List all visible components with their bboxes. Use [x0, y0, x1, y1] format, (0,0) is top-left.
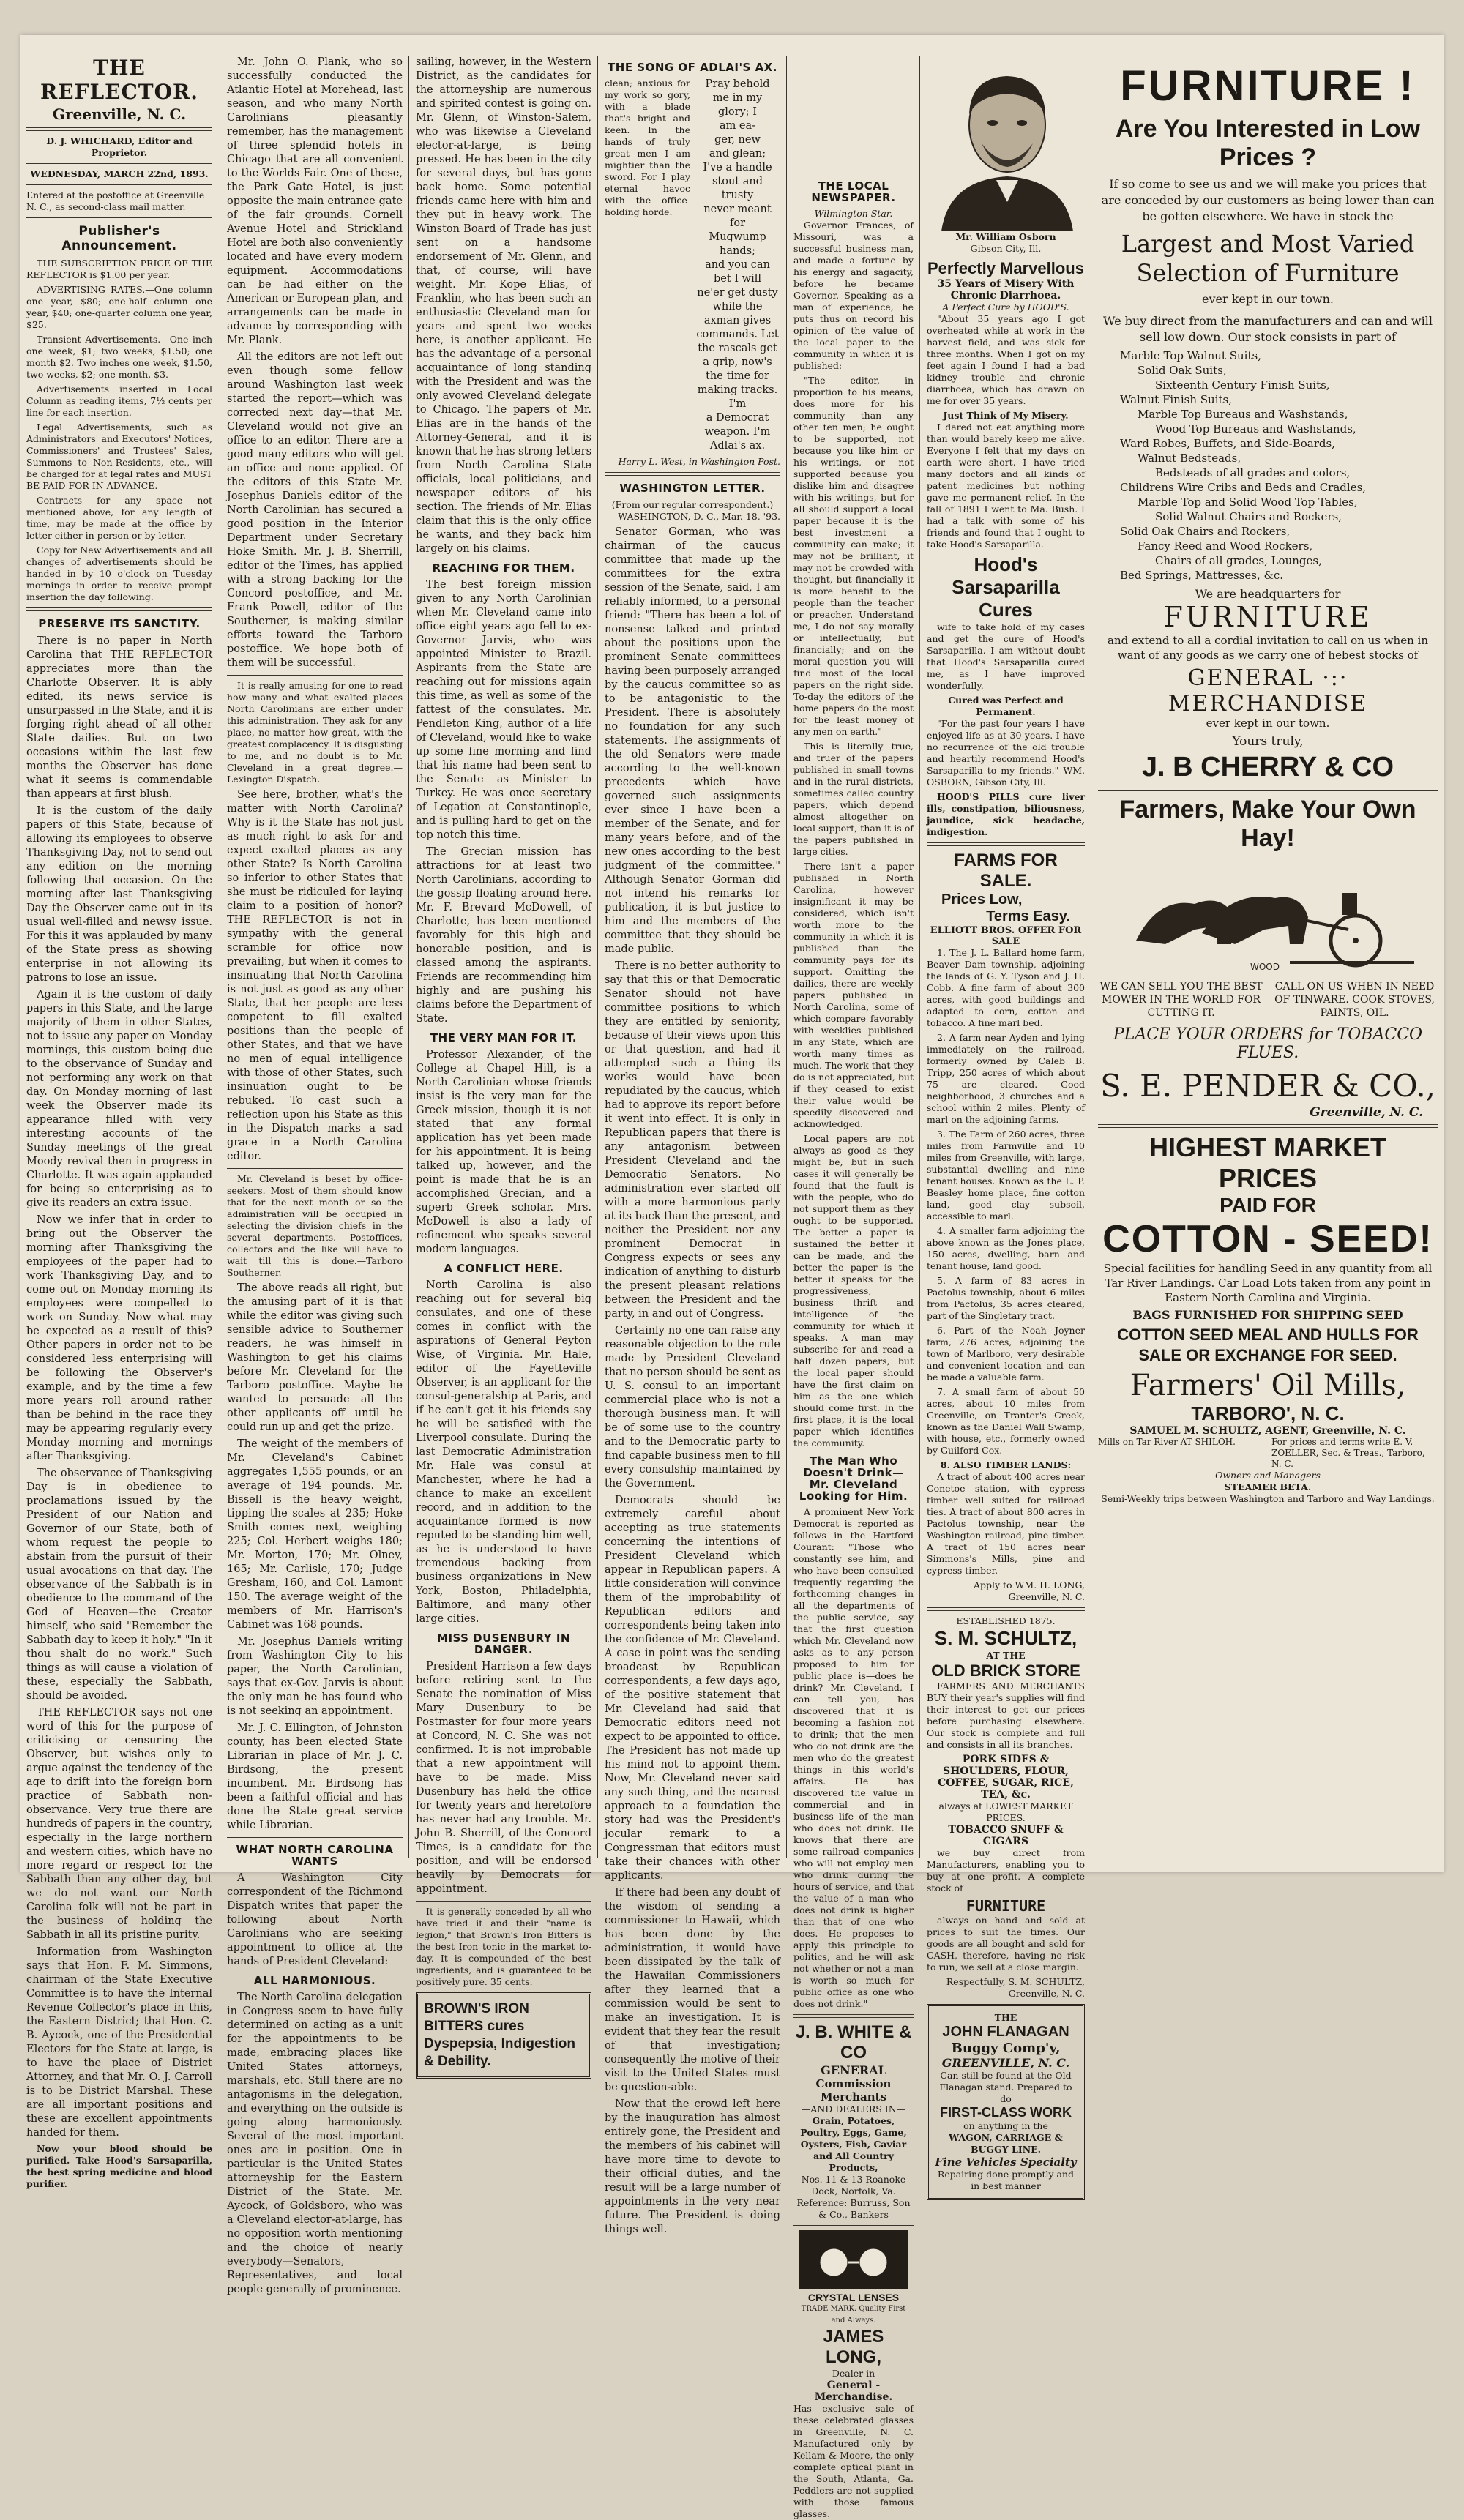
poem-line: glory; I	[718, 106, 757, 118]
ad-line: We are headquarters for	[1195, 587, 1341, 601]
ad-line: Greenville, N. C.	[1310, 1105, 1423, 1120]
list-item: Walnut Bedsteads,	[1138, 452, 1241, 465]
paragraph: There isn't a paper published in North Carolina, however insignificant it may be considered, which isn't worth more to the community in which it is published than the community pays for its support. Omitting the dailies, there are weekly papers published in North Carolina, some of which compare favorably with weeklies published in any State, which are worth many times as much. The work that they do is not appreciated, but if they ceased to exist their value would be speedily discovered and acknowledged.	[793, 861, 914, 1129]
ad-line: PLACE YOUR ORDERS for TOBACCO FLUES.	[1113, 1025, 1423, 1062]
hardware-ad-row	[1098, 980, 1438, 1020]
paragraph: "The editor, in proportion to his means, does more for his community than any other ten men; he ought to be supported, not because you like him or his writings, or not supported because you dislike him and disagree with his writings, but for all should support a local paper because it is the best investment a community can make; it may not be brilliant, it may not be crowded with thought, but financially it is more benefit to the people than the teacher or preacher. Understand me, I do not say morally or intellectually, but financially; and on the moral question you will find most of the local papers on the right side. To-day the editors of the home papers do the most for the least money of any men on earth."	[793, 375, 914, 737]
article-subheading: (From our regular correspondent.)	[611, 499, 774, 510]
ad-line: Are You Interested in Low Prices ?	[1115, 115, 1421, 171]
poem-line: Pray behold	[705, 78, 770, 90]
list-item: Childrens Wire Cribs and Beds and Cradles,	[1120, 481, 1367, 494]
ad-title: Perfectly Marvellous	[927, 259, 1084, 277]
ad-line: STEAMER BETA.	[1224, 1481, 1312, 1492]
list-item: Ward Robes, Buffets, and Side-Boards,	[1120, 437, 1335, 450]
ad-line: TOBACCO SNUFF & CIGARS	[948, 1824, 1064, 1847]
paragraph: sailing, however, in the Western District, as the candidates for the attorneyship are numerous and spirited contest is going on. Mr. Glenn, of Winston-Salem, who was likewise a Cleveland elector-at-large, is being pressed. He has been in the city for several days, but has gone back home. Some potential friends came here with him and they put in heavy work. The Winston Board of Trade has just sent on a handsome endorsement of Mr. Glenn, and that, of course, will have weight. Mr. Kope Elias, of Franklin, who has been such an enthusiastic Cleveland man for years and spent two weeks here, is another applicant. He has the advantage of a personal acquaintance of long standing with the President and was the only avowed Cleveland delegate to Chicago. The papers of Mr. Elias are in the hands of the Attorney-General, and it is known that he has strong letters from North Carolina State officials, local politicians, and newspaper editors of his section. The friends of Mr. Elias claim that this is the only office he wants, and they back him largely on his claims.	[416, 56, 592, 555]
publisher-heading: Publisher's Announcement.	[61, 224, 177, 253]
spectacles-icon	[799, 2230, 908, 2289]
ad-line: Commission Merchants	[815, 2077, 892, 2104]
ad-line: —AND DEALERS IN—	[801, 2104, 906, 2115]
paragraph: President Harrison a few days before retiring sent to the Senate the nomination of Miss Mary Dusenbury to be Postmaster for four more years at Concord, N. C. She was not confirmed. It is not improbable that a new appointment will have to be made. Miss Dusenbury has held the office for twenty years and heretofore has never had any trouble. Mr. John B. Sherrill, of the Concord Times, is a candidate for the position, and will be endorsed heavily by Democrats for appointment.	[416, 1661, 591, 1895]
paragraph: Now we infer that in order to bring out the Observer the morning after Thanksgiving the employees of the paper had to work Thanksgiving Day, and to come out on Monday morning its employees were compelled to work on Sunday. Now what may be expected as a result of this? Other papers in order not to be considered less enterprising will be following the Observer's example, and by the time a few more years roll around rather than be behind in the race they may be appearing regularly every Monday morning and mornings after Thanksgiving.	[26, 1214, 212, 1462]
highest-prices-heading: HIGHEST MARKET PRICES	[1149, 1132, 1386, 1193]
furniture-list	[1098, 348, 1438, 583]
pender-title: S. E. PENDER & CO.,	[1100, 1068, 1435, 1104]
paper-city: Greenville, N. C.	[52, 105, 187, 123]
paragraph: This is literally true, and truer of the papers published in small towns and in the rural districts, sometimes called country papers, which depend almost altogether on local support, than it is of the papers published in large cities.	[793, 741, 914, 857]
poem-line: me in my	[712, 92, 763, 104]
column-rule	[408, 56, 409, 1858]
poem-line: Mugwump hands;	[709, 231, 766, 257]
ad-line: —Dealer in—	[823, 2368, 884, 2379]
ad-line: A Perfect Cure by HOOD'S.	[942, 302, 1069, 313]
ad-line: General - Merchandise.	[814, 2379, 893, 2403]
ad-line: Grain, Potatoes, Poultry, Eggs, Game, Oysters, Fish, Caviar and All Country Products,	[800, 2115, 907, 2173]
paragraph: Democrats should be extremely careful about accepting as true statements concerning the intentions of President Cleveland which appear in Republican papers. A little consideration will convince them of the improbability of Republican editors and correspondents being taken into the confidence of Mr. Cleveland. A case in point was the sending broadcast by Republican correspondents, a few days ago, of the positive statement that Mr. Cleveland had said that Democratic editors need not expect to be appointed to office. The President has not made up his mind not to appoint them. Now, Mr. Cleveland never said any such thing, and the nearest approach to a foundation the story had was the President's jocular remark to a Congressman that editors must take their chances with other applicants.	[605, 1495, 780, 1882]
poem-line: and you can bet I will	[705, 259, 770, 285]
paragraph: It is really amusing for one to read how many and what exalted places North Carolinians are either under this administration. They ask for any place, no matter how great, with the greatest complacency. It is disgusting to me, and no doubt is to Mr. Cleveland in a great degree.—Lexington Dispatch.	[227, 680, 403, 785]
column-rule	[597, 56, 598, 1858]
list-item: Solid Walnut Chairs and Rockers,	[1155, 510, 1342, 523]
poem-line: stout and trusty	[712, 176, 763, 201]
ad-line: Apply to WM. H. LONG, Greenville, N. C.	[973, 1579, 1085, 1602]
poem-line: the time for making tracks. I'm	[697, 370, 778, 410]
poem-line: a Democrat weapon. I'm Adlai's ax.	[704, 412, 771, 452]
ad-line: Owners and Managers	[1215, 1470, 1321, 1481]
ad-line: Respectfully, S. M. SCHULTZ, Greenville, N. C.	[946, 1976, 1085, 1999]
poem-line: and glean;	[709, 148, 766, 160]
paragraph: 5. A farm of 83 acres in Pactolus township, about 6 miles from Pactolus, 35 acres cleared, part of the Singletary tract.	[927, 1275, 1085, 1321]
paragraph: If there had been any doubt of the wisdom of sending a commissioner to Hawaii, which has been done by the administration, it would have been dissipated by the talk of the Hawaiian Commissioners after they learned that a commission would be sent to make an investigation. It is evident that they fear the result of that investigation; consequently the motive of their visit to the United States must be question-able.	[605, 1887, 780, 2093]
ad-line: BAGS FURNISHED FOR SHIPPING SEED	[1132, 1308, 1403, 1322]
list-item: Fancy Reed and Wood Rockers,	[1138, 539, 1313, 553]
paragraph: There is no paper in North Carolina that THE REFLECTOR appreciates more than the Charlotte Observer. It is ably edited, its news service is unsurpassed in the State, and it is forging right ahead of all other State dailies. But on two occasions within the last few months the Observer has done what it seems is commendable than appears at first blush.	[26, 635, 212, 800]
mills-info-row	[1098, 1437, 1438, 1470]
paragraph: Mr. Cleveland is beset by office-seekers. Most of them should know that for the next month or so the administration will be occupied in selecting the division chiefs in the several departments. Postoffices, collectors and the like will have to wait till this is done.—Tarboro Southerner.	[227, 1173, 403, 1278]
paragraph: 2. A farm near Ayden and lying immediately on the railroad, formerly owned by Caleb B. Tripp, 250 acres of which about 75 are cleared. Good neighborhood, 3 churches and a school within 2 miles. Plenty of marl on the adjoining farms.	[927, 1032, 1085, 1125]
paragraph: 1. The J. L. Ballard home farm, Beaver Dam township, adjoining the lands of G. Y. Tyson and J. H. Cobb. A fine farm of about 300 acres, with good buildings and adapted to corn, cotton and tobacco. A fine marl bed.	[927, 947, 1085, 1028]
crystal-lenses-ad	[793, 2230, 914, 2520]
ad-line: Just Think of My Misery.	[943, 410, 1069, 421]
paragraph: It is generally conceded by all who have tried it and their "name is legion," that Brown's Iron Bitters is the best Iron tonic in the market to-day. It is compounded of the best ingredients, and is guaranteed to be positively pure. 35 cents.	[416, 1906, 591, 1987]
ad-line: Semi-Weekly trips between Washington and Tarboro and Way Landings.	[1101, 1493, 1435, 1504]
ad-line: Yours truly,	[1232, 734, 1304, 749]
ad-line: Can still be found at the Old Flanagan stand. Prepared to do	[939, 2070, 1072, 2104]
paragraph: There is no better authority to say that this or that Democratic Senator should not have committee positions to which they are entitled by seniority, because of their views upon this or that question, and had it attempted such a thing its works would have been repudiated by the caucus, which had to approve its report before it went into effect. It is only in Republican papers that there is any antagonism between President Cleveland and the Democratic Senators. No administration ever started off with a more harmonious party at its back than the present, and neither the President nor any prominent Democrat in Congress expects or sees any indication of anything to disturb the present pleasant relations between the President and the party, in and out of Congress.	[605, 960, 780, 1320]
ad-line: Largest and Most Varied Selection of Furniture	[1121, 230, 1415, 287]
column-6	[927, 56, 1085, 2191]
paragraph: All the editors are not left out even though some fellow around Washington last week started the report—which was corrected next day—that Mr. Cleveland would not give an office to an editor. There are a good many editors who will get an office and none applied. Of the editors of this State Mr. Josephus Daniels editor of the North Carolinian has secured a good position in the Interior Department under Secretary Hoke Smith. Mr. J. B. Sherrill, editor of the Times, has applied with a strong backing for the Concord postoffice, and Mr. Frank Powell, editor of the Southerner, is making similar efforts toward the Tarboro postoffice. We hope both of them will be successful.	[227, 351, 403, 669]
paragraph: we buy direct from Manufacturers, enabling you to buy at one profit. A complete stock of	[927, 1847, 1085, 1893]
paragraph: THE REFLECTOR says not one word of this for the purpose of criticising or censuring the Observer, but wishes only to argue against the tendency of the age to drift into the foreign born practice of Sabbath non-observance. Very true there are hundreds of papers in the country, especially in the large northern and western cities, which have no more regard or respect for the Sabbath than any other day, but we do not want our North Carolina folk will not be part in the business of holding the Sabbath in all its pristine purity.	[26, 1707, 212, 1941]
paragraph: wife to take hold of my cases and get the cure of Hood's Sarsaparilla. I am without doubt that Hood's Sarsaparilla cured me, as I have improved wonderfully.	[927, 621, 1085, 691]
article-heading: WASHINGTON LETTER.	[619, 482, 766, 495]
paragraph: Again it is the custom of daily papers in this State, and the large majority of them in other States, not to issue any paper on Monday mornings, this custom being due to the observance of Sunday and not performing any work on that day. On Monday morning of last week the Observer made its appearance filled with very interesting accounts of the Sunday meetings of the great Moody revival then in progress in Charlotte. It was again applauded for being so enterprising as to give its readers an extra issue.	[26, 989, 212, 1209]
paragraph: Local papers are not always as good as they might be, but in such cases it will generally be found that the fault is with the people, who do not support them as they ought to be supported. The better a paper is sustained the better it can be made, and the better the paper is the better it speaks for the progressiveness, business thrift and intelligence of the community for which it speaks. A man may subscribe for and read a half dozen papers, but the local paper should have the first claim on him as the one which should come first. In the first place, it is the local paper which identifies the community.	[793, 1133, 914, 1448]
ad-line: Fine Vehicles Specialty	[935, 2156, 1077, 2169]
article-heading: THE LOCAL NEWSPAPER.	[811, 179, 896, 204]
poem-line: ne'er get dusty while the	[697, 287, 778, 313]
ad-line: WE CAN SELL YOU THE BEST MOWER IN THE WORLD FOR CUTTING IT.	[1099, 981, 1263, 1019]
poem-block	[605, 78, 780, 453]
list-item: Solid Oak Chairs and Rockers,	[1120, 525, 1291, 538]
paragraph: FARMERS AND MERCHANTS BUY their year's supplies will find their interest to get our prices before purchasing elsewhere. Our stock is complete and full and consists in all its branches.	[927, 1680, 1085, 1750]
paragraph: A prominent New York Democrat is reported as follows in the Hartford Courant: "Those who constantly see him, and who have been consulted frequently regarding the forthcoming changes in all the departments of the public service, say that the first question which Mr. Cleveland now asks as to any person proposed to him for public place is—does he drink? Mr. Cleveland, I can tell you, has discovered that it is becoming a fashion not to drink; that the men who do not drink are the men who do the greatest things in this world's affairs. He has discovered the value in commercial and in business life of the man who does not drink. He knows that there are some railroad companies who will not employ men who drink during the hours of service, and that the value of a man who does not drink is higher than that of one who does. He proposes to apply this principle to politics, and he will ask not whether or not a man is worth so much for public office as one who does not drink."	[793, 1506, 914, 2009]
list-item: Marble Top Bureaus and Washstands,	[1138, 408, 1348, 421]
paragraph: Has exclusive sale of these celebrated glasses in Greenville, N. C. Manufactured only by Kellam & Moore, the only complete optical plant in the South, Atlanta, Ga. Peddlers are not supplied with those famous glasses.	[793, 2403, 914, 2519]
paragraph: Legal Advertisements, such as Administrators' and Executors' Notices, Commissioners' and Trustees' Sales, Summons to Non-Residents, etc., will be charged for at legal rates and MUST BE PAID FOR IN ADVANCE.	[26, 422, 212, 491]
paragraph: and extend to all a cordial invitation to call on us when in want of any goods as we carry one of hebest stocks of	[1108, 634, 1428, 662]
jb-white-ad	[793, 2022, 914, 2221]
ad-line: Repairing done promptly and in best manner	[937, 2169, 1075, 2191]
masthead	[26, 56, 212, 213]
poem-line: never meant for	[703, 203, 772, 229]
column-rule	[919, 56, 920, 1858]
column-4	[605, 56, 780, 2235]
paper-name: THE REFLECTOR.	[40, 56, 199, 104]
paragraph: Mr. J. C. Ellington, of Johnston county, has been elected State Librarian in place of Mr. J. C. Birdsong, the present incumbent. Mr. Birdsong has been a faithful official and has done the State great service while Librarian.	[227, 1722, 403, 1831]
mower-label: WOOD	[1250, 962, 1280, 972]
paragraph: Special facilities for handling Seed in any quantity from all Tar River Landings. Car Load Lots taken from any point in Eastern North Carolina and Virginia.	[1103, 1262, 1433, 1304]
ad-line: Terms Easy.	[986, 908, 1070, 924]
article-heading: PRESERVE ITS SANCTITY.	[38, 617, 201, 630]
paragraph: Contracts for any space not mentioned above, for any length of time, may be made at the office by letter either in person or by letter.	[26, 495, 212, 541]
paragraph: The observance of Thanksgiving Day is in obedience to proclamations issued by the President of our Nation and Governor of our State, both of whom request the people to abstain from the pursuit of their usual avocations on that day. The observance of the Sabbath is in obedience to the command of the God of Heaven—the Creator himself, who said "Remember the Sabbath day to keep it holy." "In it thou shalt do no work." Such things as will cause a violation of these, especially the Sabbath, should be avoided.	[26, 1467, 212, 1702]
paragraph: 6. Part of the Noah Joyner farm, 276 acres, adjoining the town of Marlboro, very desirable and convenient location and can be made a valuable farm.	[927, 1325, 1085, 1383]
column-7	[1098, 56, 1438, 1858]
ad-title: OLD BRICK STORE	[931, 1661, 1080, 1680]
paragraph: The weight of the members of Mr. Cleveland's Cabinet aggregates 1,555 pounds, or an average of 194 pounds. Mr. Bissell is the heavy weight, tipping the scales at 235; Hoke Smith comes next, weighing 225; Col. Herbert weighs 180; Mr. Morton, 170; Mr. Olney, 165; Mr. Carlisle, 170; Judge Gresham, 160, and Col. Lamont 150. The average weight of the members of Mr. Harrison's Cabinet was 168 pounds.	[227, 1438, 403, 1631]
subheading: MISS DUSENBURY IN DANGER.	[437, 1631, 570, 1656]
paragraph: We buy direct from the manufacturers and can and will sell low down. Our stock consists in part of	[1103, 314, 1433, 344]
ad-title: FURNITURE	[966, 1897, 1046, 1915]
ad-title: GENERAL ·:· MERCHANDISE	[1168, 665, 1368, 717]
paragraph: Now that the crowd left here by the inauguration has almost entirely gone, the President and the members of his cabinet will have more time to devote to their official duties, and the result will be a large number of appointments in the very near future. The President is doing things well.	[605, 2098, 780, 2235]
paragraph: I dared not eat anything more than would barely keep me alive. Everyone I felt that my days on earth were short. I have tried many doctors and all kinds of patent medicines but nothing gave me permanent relief. In the fall of 1891 I went to Ma. Bush. I had a talk with some of his friends and found that I ought to take Hood's Sarsaparilla.	[927, 422, 1085, 550]
mower-illustration	[1107, 853, 1429, 977]
ad-line: CRYSTAL LENSES	[807, 2292, 900, 2303]
paragraph: The above reads all right, but the amusing part of it is that while the editor was giving such sensible advice to Southerner readers, he was himself in Washington to get his claims before Mr. Cleveland for the Tarboro postoffice. Maybe he wanted to persuade all the other applicants off until he could run up and get the prize.	[227, 1282, 403, 1433]
article-subheading: Wilmington Star.	[814, 208, 893, 219]
oil-mills-title: Farmers' Oil Mills,	[1129, 1369, 1406, 1402]
poem-credit: Harry L. West, in Washington Post.	[618, 456, 780, 467]
paragraph: A Washington City correspondent of the Richmond Dispatch writes that paper the following about North Carolinians who are seeking appointment to office at the hands of President Cleveland:	[227, 1872, 403, 1967]
ad-line: Mills on Tar River AT SHILOH.	[1098, 1437, 1236, 1447]
paragraph: Copy for New Advertisements and all changes of advertisements should be handed in by 10 o'clock on Tuesday mornings in order to receive prompt insertion the day following.	[26, 545, 212, 602]
column-3	[416, 56, 592, 2069]
article-heading: WHAT NORTH CAROLINA WANTS	[236, 1843, 394, 1868]
poem-line: the rascals get a grip, now's	[698, 343, 777, 368]
ad-line: TRADE MARK. Quality First and Always.	[801, 2305, 906, 2325]
poem-heading: THE SONG OF ADLAI'S AX.	[608, 61, 777, 74]
ad-line: CALL ON US WHEN IN NEED OF TINWARE. COOK STOVES, PAINTS, OIL.	[1274, 981, 1435, 1019]
brown-iron-bitters-ad: BROWN'S IRON BITTERS cures Dyspepsia, Indigestion & Debility.	[416, 1992, 591, 2079]
paragraph: always on hand and sold at prices to suit the times. Our goods are all bought and sold for CASH, therefore, having no risk to run, we sell at a close margin.	[927, 1915, 1085, 1973]
paragraph: THE SUBSCRIPTION PRICE OF THE REFLECTOR is $1.00 per year.	[26, 258, 212, 280]
ad-line: ELLIOTT BROS. OFFER FOR SALE	[930, 925, 1082, 947]
ad-line: Prices Low,	[941, 891, 1023, 908]
newspaper-page	[20, 35, 1444, 2519]
column-1	[26, 56, 212, 2189]
hay-heading: Farmers, Make Your Own Hay!	[1119, 796, 1416, 852]
ad-line: Reference: Burruss, Son & Co., Bankers	[796, 2197, 911, 2220]
hoods-title: Hood's Sarsaparilla Cures	[952, 553, 1060, 621]
subheading: THE VERY MAN FOR IT.	[430, 1031, 578, 1044]
issue-date: WEDNESDAY, MARCH 22nd, 1893.	[30, 168, 209, 179]
ad-line: PAID FOR	[1220, 1194, 1316, 1216]
article-heading: The Man Who Doesn't Drink—Mr. Cleveland Looking for Him.	[799, 1454, 908, 1503]
cherry-title: J. B CHERRY & CO	[1141, 752, 1394, 782]
ad-line: 35 Years of Misery With Chronic Diarrhoea.	[937, 278, 1075, 302]
paragraph: The Grecian mission has attractions for at least two North Carolinians, according to the gossip floating around here. Mr. F. Brevard McDowell, of Charlotte, has been mentioned favorably for this high and honorable position, and is classed among the aspirants. Friends are recommending him highly and are pushing his claims before the Department of State.	[416, 846, 591, 1025]
poem-line: ger, new	[714, 134, 761, 146]
poem-line: I've a handle	[703, 162, 772, 173]
paragraph: "About 35 years ago I got overheated while at work in the harvest field, and was sick for three months. When I got on my feet again I found I had a bad kidney trouble and chronic diarrhoea, which has drawn on me for over 35 years.	[927, 313, 1085, 406]
list-item: Wood Top Bureaus and Washstands,	[1155, 422, 1356, 435]
list-item: Bed Springs, Mattresses, &c.	[1120, 569, 1284, 582]
ad-line: always at LOWEST MARKET PRICES.	[938, 1801, 1073, 1823]
portrait-caption: Mr. William Osborn	[955, 231, 1056, 242]
paragraph: The best foreign mission given to any North Carolinian when Mr. Cleveland came into office eight years ago fell to ex-Governor Jarvis, who was appointed Minister to Brazil. Aspirants from the State are reaching out for missions again this time, as well as some of the fattest of the consulates. Mr. Pendleton King, author of a life of Cleveland, would like to wake up some fine morning and find that his name had been sent to the Senate as Minister to Turkey. He was once secretary of Legation at Constantinople, and is pulling hard to get on the top notch this time.	[416, 579, 591, 841]
poem-lines	[695, 78, 780, 453]
editor-line: D. J. WHICHARD, Editor and Proprietor.	[46, 135, 193, 158]
paragraph: A tract of about 400 acres near Conetoe station, with cypress timber well suited for railroad ties. A tract of about 800 acres in Pactolus township, near the Washington railroad, pine timber. A tract of 150 acres near Simmons's Mills, pine and cypress timber.	[927, 1471, 1085, 1576]
paragraph: Senator Gorman, who was chairman of the caucus committee that made up the committees for the extra session of the Senate, said, I am reliably informed, to a personal friend: "There has been a lot of nonsense talked and printed about the positions upon the prominent Senate committees having been purposely arranged by the caucus committee so as to be antagonistic to the President. There is absolutely no foundation for any such statements. The assignments of the old Senators were made according to the well-known precedents which have governed such assignments ever since I have been a member of the Senate, and for many years before, and of the new ones according to the best judgment of the committee." Although Senator Gorman did not intend his remarks for publication, it is but justice to him and the members of the committee that they should be made public.	[605, 526, 780, 955]
ad-line: ever kept in our town.	[1206, 717, 1330, 730]
postoffice-note: Entered at the postoffice at Greenville N. C., as second-class mail matter.	[26, 190, 205, 212]
poem-line: axman gives commands. Let	[696, 315, 779, 340]
paragraph: Certainly no one can raise any reasonable objection to the rule made by President Cleveland that no person should be sent as U. S. consul to an important commercial place who is not a thorough business man. It will be of some use to the country and to the Democratic party to find capable business men to fill every consulship maintained by the Government.	[605, 1325, 780, 1489]
ad-line: For prices and terms write E. V. ZOELLER, Sec. & Treas., Tarboro, N. C.	[1271, 1437, 1425, 1469]
ad-line: ESTABLISHED 1875.	[956, 1615, 1056, 1626]
paragraph: North Carolina is also reaching out for several big consulates, and one of these comes in conflict with the aspirations of General Peyton Wise, of Virginia. Mr. Hale, editor of the Fayetteville Observer, is an applicant for the consul-generalship at Paris, and if he can't get it his friends say he will be satisfied with the Liverpool consulate. During the last Democratic Administration Mr. Hale was consul at Manchester, where he had a chance to make an excellent record, and in addition to the acquaintance formed is now reputed to be standing him well, as he is understood to have tremendous backing from business organizations in New York, Boston, Philadelphia, Baltimore, and many other large cities.	[416, 1279, 591, 1625]
list-item: Bedsteads of all grades and colors,	[1155, 466, 1351, 479]
list-item: Walnut Finish Suits,	[1120, 393, 1232, 406]
paragraph: Information from Washington says that Hon. F. M. Simmons, chairman of the State Executive Committee is to have the Internal Revenue Collector's place in this, the Eastern District; that Hon. C. B. Aycock, one of the Presidential Electors for the State at large, is to have the place of District Attorney, and that Mr. O. J. Carroll is to be District Marshal. These are all important positions and these are excellent appointments handed for them.	[26, 1946, 212, 2139]
portrait-city: Gibson City, Ill.	[970, 243, 1042, 254]
column-5	[793, 56, 914, 2519]
paragraph: 7. A small farm of about 50 acres, about 10 miles from Greenville, on Tranter's Creek, known as the Daniel Wall Swamp, with house, etc., formerly owned by Guilford Cox.	[927, 1386, 1085, 1456]
subheading: A CONFLICT HERE.	[444, 1262, 564, 1275]
paragraph: Transient Advertisements.—One inch one week, $1; two weeks, $1.50; one month $2. Two inches one week, $1.50, two weeks, $2; one month, $3.	[26, 334, 212, 380]
subheading: REACHING FOR THEM.	[432, 561, 575, 575]
ad-line: GREENVILLE, N. C.	[941, 2056, 1070, 2070]
ad-line: GENERAL	[821, 2063, 886, 2077]
list-item: Marble Top and Solid Wood Top Tables,	[1138, 496, 1358, 509]
column-rule	[786, 56, 787, 1858]
ad-title: JOHN FLANAGAN	[942, 2024, 1069, 2040]
ad-line: WAGON, CARRIAGE & BUGGY LINE.	[949, 2132, 1063, 2155]
paragraph: "For the past four years I have enjoyed life as at 30 years. I have no recurrence of the old trouble and heartily recommend Hood's Sarsaparilla to my friends." WM. OSBORN, Gibson City, Ill.	[927, 718, 1085, 788]
paragraph: ADVERTISING RATES.—One column one year, $80; one-half column one year, $40; one-quarter column one year, $25.	[26, 284, 212, 330]
ad-line: AT THE	[986, 1650, 1026, 1661]
paragraph: It is the custom of the daily papers of this State, because of allowing its employees to observe Thanksgiving Day, not to send out any edition on the morning following that occasion. On the morning after last Thanksgiving Day the Observer came out in its usual well-filled and newsy issue. For this it was applauded by many of the State press as showing enterprise in not allowing its patrons to lose an issue.	[26, 805, 212, 984]
ad-title: S. M. SCHULTZ,	[934, 1627, 1078, 1649]
ad-line: PORK SIDES & SHOULDERS, FLOUR, COFFEE, SUGAR, RICE, TEA, &c.	[938, 1754, 1074, 1801]
column-2	[227, 56, 403, 2295]
paragraph: Mr. John O. Plank, who so successfully conducted the Atlantic Hotel at Morehead, last season, and who many North Carolinians pleasantly remember, has the management of three splendid hotels in Chicago that are all convenient to the Worlds Fair. One of these, the Park Gate Hotel, is just opposite the main entrance gate of the fair grounds. Cornell Avenue Hotel and Strickland Hotel are both also conveniently located and have every modern equipment. Accommodations can be had either on the American or European plan, and arrangements can be made in advance by corresponding with Mr. Plank.	[227, 56, 403, 346]
paragraph: 4. A smaller farm adjoining the above known as the Jones place, 150 acres, dwelling, barn and tenant house, land good.	[927, 1225, 1085, 1271]
portrait-engraving	[927, 56, 1088, 231]
ad-line: THE	[994, 2012, 1017, 2023]
ad-line: 8. ALSO TIMBER LANDS:	[940, 1459, 1072, 1470]
dateline: WASHINGTON, D. C., Mar. 18, '93.	[618, 511, 780, 522]
paragraph: Now your blood should be purified. Take Hood's Sarsaparilla, the best spring medicine and blood purifier.	[26, 2143, 212, 2189]
ad-line: SAMUEL M. SCHULTZ, AGENT, Greenville, N. C.	[1129, 1425, 1406, 1437]
paragraph: The North Carolina delegation in Congress seem to have fully determined on acting as a unit for the appointments to be made, embracing places like United States attorneys, marshals, etc. Still there are no antagonisms in the delegation, and everything on the outside is going along harmoniously. Several of the most important ones are in position. One in particular is the United States attorneyship for the Eastern District of the State. Mr. Aycock, of Goldsboro, who was a Cleveland elector-at-large, has no opposition worth mentioning and the choice of nearly everybody—Senators, Representatives, and local people generally of prominence.	[227, 1992, 403, 2295]
paragraph: Advertisements inserted in Local Column as reading items, 7½ cents per line for each insertion.	[26, 384, 212, 418]
ad-line: Buggy Comp'y,	[951, 2041, 1061, 2056]
flanagan-buggy-ad	[927, 2004, 1085, 2200]
farms-heading: FARMS FOR SALE.	[954, 850, 1058, 891]
furniture-heading: FURNITURE !	[1120, 62, 1416, 110]
list-item: Sixteenth Century Finish Suits,	[1155, 378, 1330, 392]
ad-line: TARBORO', N. C.	[1191, 1402, 1345, 1424]
poem-line: am ea-	[719, 120, 756, 132]
cotton-seed-heading: COTTON - SEED!	[1102, 1218, 1433, 1260]
paragraph: Professor Alexander, of the College at Chapel Hill, is a North Carolinian whose friends insist is the very man for the Greek mission, though it is not stated that any formal application has yet been made for his appointment. It is being talked up, however, and the point is made that he is an accomplished Grecian, and a superb Greek scholar. Mrs. McDowell is also a lady of refinement who speaks several modern languages.	[416, 1049, 591, 1255]
paragraph: 3. The Farm of 260 acres, three miles from Farmville and 10 miles from Greenville, with large, substantial dwelling and nine tenant houses. Known as the L. P. Beasley home place, fine cotton land, good clay subsoil, accessible to marl.	[927, 1129, 1085, 1222]
poem-prose: clean; anxious for my work so gory, with a blade that's bright and keen. In the hands of truly great men I am mightier than the sword. For I play eternal havoc with the office-holding horde.	[605, 78, 690, 217]
paragraph: Governor Frances, of Missouri, was a successful business man, and made a fortune by his energy and sagacity, before he became Governor. Speaking as a man of experience, he puts thus on record his opinion of the value of the local paper to the community in which it is published:	[793, 220, 914, 371]
paragraph: Mr. Josephus Daniels writing from Washington City to his paper, the North Carolinian, says that ex-Gov. Jarvis is about the only man he has found who is not seeking an appointment.	[227, 1636, 403, 1717]
ad-line: Nos. 11 & 13 Roanoke Dock, Norfolk, Va.	[801, 2174, 906, 2196]
list-item: Solid Oak Suits,	[1138, 364, 1227, 377]
ad-line: Cured was Perfect and Permanent.	[948, 695, 1064, 717]
list-item: Marble Top Walnut Suits,	[1120, 349, 1261, 362]
ad-line: ever kept in our town.	[1202, 292, 1334, 306]
ad-line: FIRST-CLASS WORK	[940, 2105, 1072, 2120]
paragraph: See here, brother, what's the matter with North Carolina? Why is it the State has not just as much right to ask for and expect exalted places as any other State? Is North Carolina so inferior to other States that she must be ridiculed for laying claim to a position of honor? THE REFLECTOR is not in sympathy with the general scramble for office now prevailing, but when it comes to insinuating that North Carolina is not just as good as any other State, that her people are less competent to fill exalted positions than the people of other States, and that we have no men of equal intelligence with those of other States, such insinuation ought to be rebuked. To cast such a reflection upon his State as this in the Dispatch marks a sad grace in a North Carolina editor.	[227, 789, 403, 1162]
paragraph: If so come to see us and we will make you prices that are conceded by our customers as being lower than can be gotten elsewhere. We have in stock the	[1101, 177, 1435, 223]
ad-title: J. B. WHITE & CO	[795, 2022, 912, 2063]
ad-title: JAMES LONG,	[823, 2327, 884, 2367]
ad-title: FURNITURE	[1163, 601, 1372, 633]
ad-line: COTTON SEED MEAL AND HULLS FOR SALE OR EXCHANGE FOR SEED.	[1117, 1326, 1419, 1364]
list-item: Chairs of all grades, Lounges,	[1155, 554, 1322, 567]
subheading: ALL HARMONIOUS.	[253, 1974, 376, 1987]
ad-line: on anything in the	[963, 2120, 1048, 2131]
paragraph: HOOD'S PILLS cure liver ills, constipation, biliousness, jaundice, sick headache, indigestion.	[927, 791, 1085, 837]
